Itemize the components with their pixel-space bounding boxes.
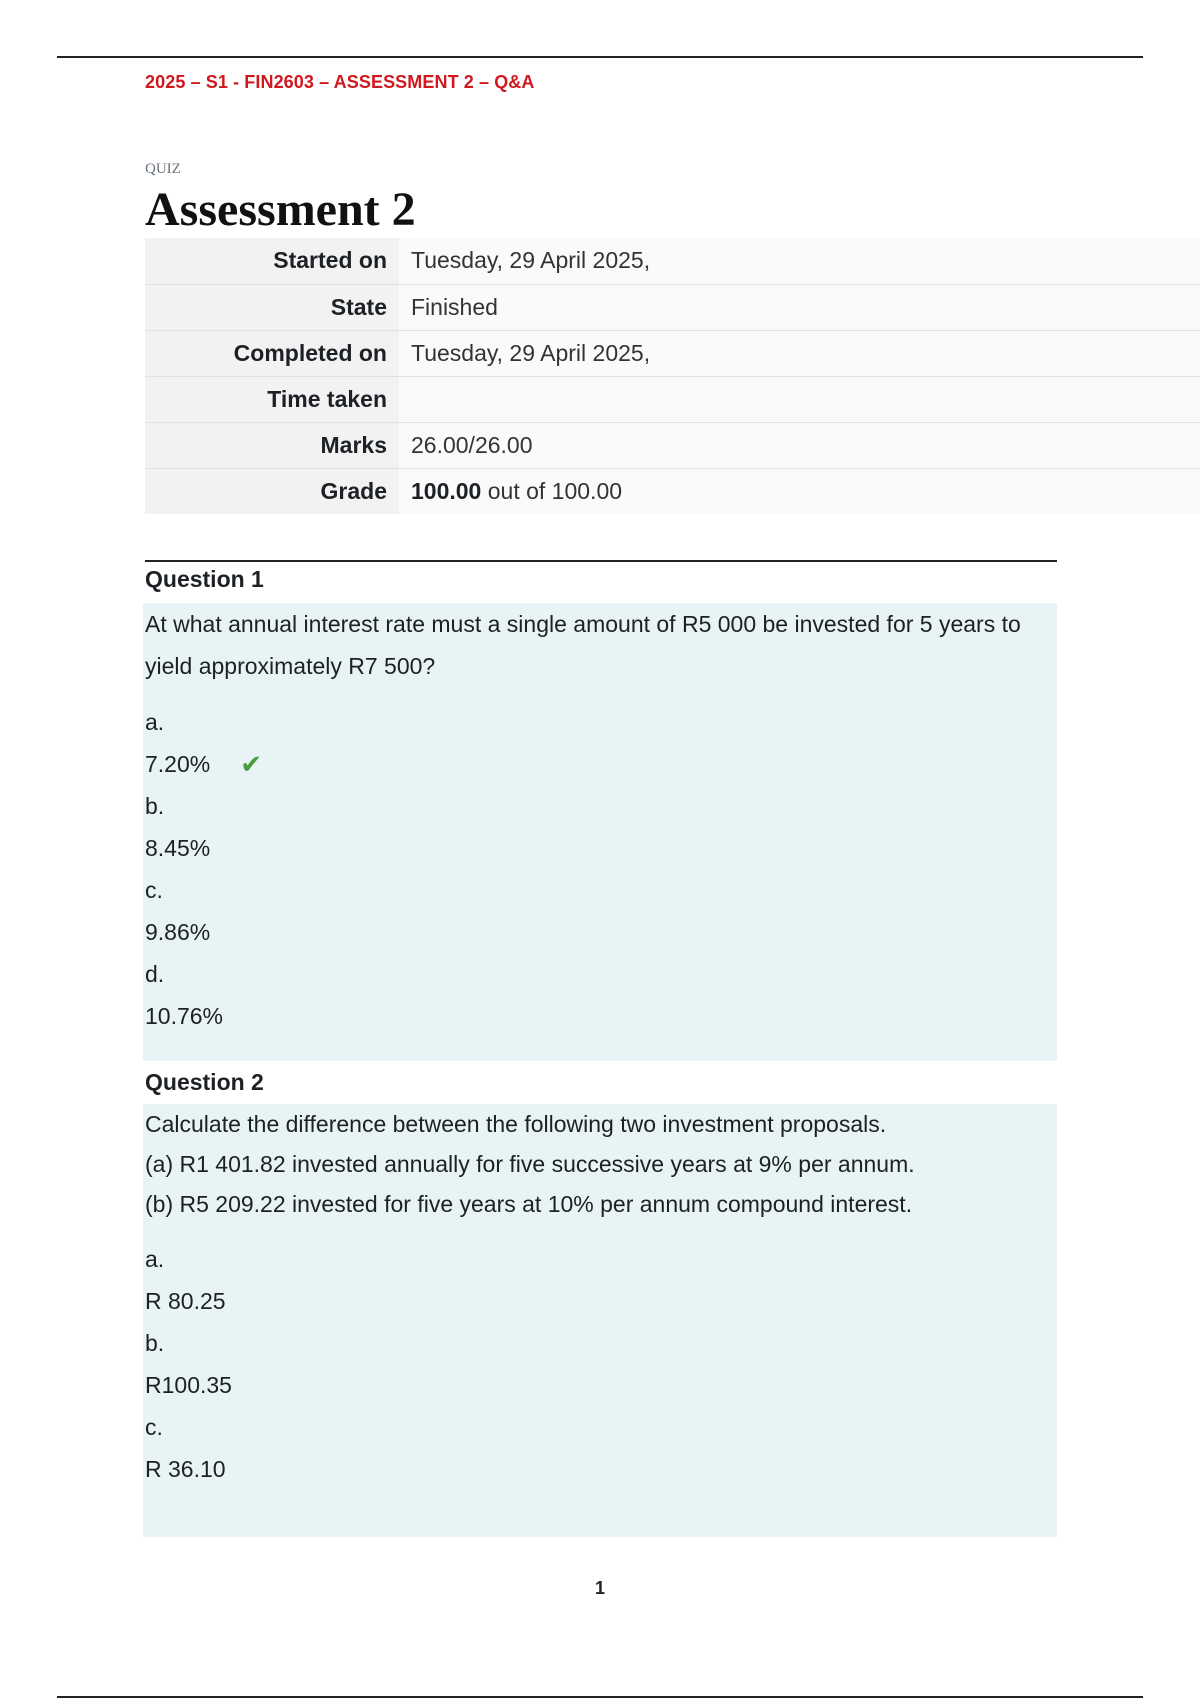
question-1-heading: Question 1	[145, 560, 1057, 606]
answer-option-c[interactable]	[145, 869, 1057, 953]
summary-row-grade	[145, 468, 1200, 514]
answer-letter: a.	[145, 709, 165, 735]
summary-value: 26.00/26.00	[399, 422, 1200, 468]
answer-list	[143, 701, 1057, 1037]
answer-letter: d.	[145, 961, 165, 987]
summary-label: Completed on	[145, 330, 399, 376]
summary-row-state	[145, 284, 1200, 330]
summary-row-marks	[145, 422, 1200, 468]
answer-letter: a.	[145, 1246, 165, 1272]
top-rule	[57, 56, 1143, 58]
answer-option-d[interactable]	[145, 953, 1057, 1037]
answer-option-b[interactable]	[145, 1322, 1057, 1406]
summary-label: Time taken	[145, 376, 399, 422]
answer-letter: c.	[145, 877, 163, 903]
bottom-rule	[57, 1696, 1143, 1698]
question-text-line: (b) R5 209.22 invested for five years at 10% per annum compound interest.	[145, 1191, 913, 1217]
quiz-label: QUIZ	[145, 161, 181, 177]
question-2-heading: Question 2	[145, 1069, 264, 1095]
answer-option-a[interactable]	[145, 1238, 1057, 1322]
answer-option-c[interactable]	[145, 1406, 1057, 1490]
summary-value: Tuesday, 29 April 2025,	[399, 330, 1200, 376]
answer-list	[143, 1238, 1057, 1490]
summary-value: Finished	[399, 284, 1200, 330]
answer-value: 10.76%	[145, 1003, 224, 1029]
grade-score: 100.00	[411, 477, 482, 504]
summary-label: Started on	[145, 238, 399, 284]
answer-letter: b.	[145, 793, 165, 819]
answer-value: R 36.10	[145, 1456, 226, 1482]
answer-option-a[interactable]	[145, 701, 1057, 785]
answer-value: 9.86%	[145, 919, 211, 945]
grade-out-of: out of 100.00	[481, 477, 623, 504]
summary-row-time-taken	[145, 376, 1200, 422]
summary-label: State	[145, 284, 399, 330]
question-text-line: Calculate the difference between the following two investment proposals.	[145, 1111, 887, 1137]
page-number: 1	[594, 1578, 605, 1598]
question-2-content	[143, 1104, 1057, 1537]
answer-letter: c.	[145, 1414, 163, 1440]
summary-value	[399, 468, 1200, 514]
attempt-summary-table	[145, 238, 1200, 514]
answer-value: 7.20%	[145, 751, 211, 777]
summary-label: Marks	[145, 422, 399, 468]
answer-value: 8.45%	[145, 835, 211, 861]
answer-option-b[interactable]	[145, 785, 1057, 869]
answer-letter: b.	[145, 1330, 165, 1356]
question-1-content	[143, 603, 1057, 1061]
question-text: At what annual interest rate must a single amount of R5 000 be invested for 5 years to yield approximately R7 500?	[145, 611, 1021, 679]
summary-value	[399, 376, 1200, 422]
document-header: 2025 – S1 - FIN2603 – ASSESSMENT 2 – Q&A	[145, 72, 535, 92]
summary-row-started	[145, 238, 1200, 284]
page-title: Assessment 2	[145, 183, 416, 236]
check-icon: ✔	[240, 748, 263, 779]
summary-row-completed	[145, 330, 1200, 376]
summary-value: Tuesday, 29 April 2025,	[399, 238, 1200, 284]
question-text-line: (a) R1 401.82 invested annually for five successive years at 9% per annum.	[145, 1151, 915, 1177]
answer-value: R100.35	[145, 1372, 232, 1398]
answer-value: R 80.25	[145, 1288, 226, 1314]
summary-label: Grade	[145, 468, 399, 514]
